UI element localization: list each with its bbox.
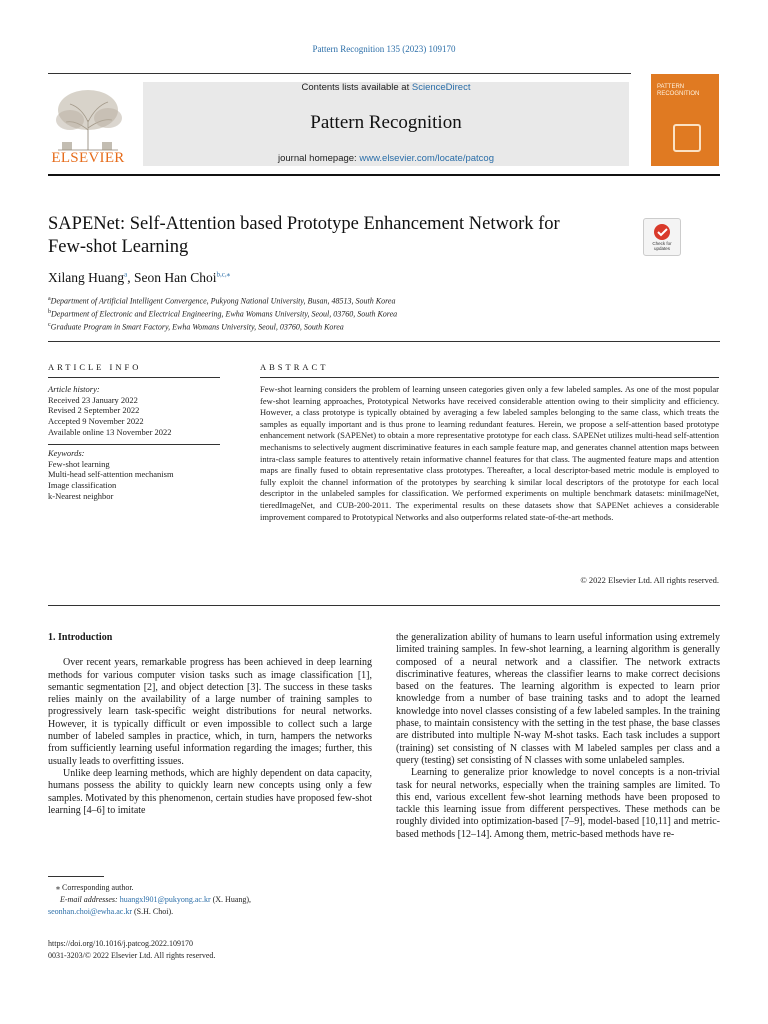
body-right-column	[396, 632, 720, 841]
check-for-updates-badge[interactable]	[643, 218, 681, 256]
header-bottom-rule	[48, 174, 720, 176]
email-link[interactable]: seonhan.choi@ewha.ac.kr	[48, 907, 132, 916]
check-updates-label: Check for updates	[652, 241, 672, 251]
contents-line	[143, 82, 629, 93]
keyword-item: k-Nearest neighbor	[48, 490, 114, 501]
author-affiliation-mark[interactable]: a	[124, 270, 128, 279]
title-line-2: Few-shot Learning	[48, 237, 189, 257]
article-info-heading: ARTICLE INFO	[48, 362, 142, 372]
email-owner: (X. Huang),	[210, 895, 252, 904]
article-info-rule	[48, 377, 220, 378]
affiliations	[48, 294, 397, 333]
paper-title	[48, 213, 618, 259]
keywords-label: Keywords:	[48, 448, 85, 458]
email-addresses	[60, 894, 360, 906]
homepage-line	[143, 153, 629, 164]
keywords	[48, 448, 220, 502]
paragraph: the generalization ability of humans to learn useful information using extremely limited training samples. In few-shot learning, a learning algorithm is generally composed of a neural network and a classifier. The network extracts discriminative features, whereas the classifier learns to make correct decisions based on the features. The learning algorithm is expected to learn prior knowledge from a number of base training tasks and to adopt the learned knowledge into novel classes consisting of a few labeled samples. In the training phase, to maintain consistency with the setting in the test phase, the base classes are distributed into multiple N-way M-shot tasks. Each task includes a support (training) set consisting of N classes with M labeled samples per class and a query (testing) set consisting of N classes with some unlabeled samples.	[396, 632, 720, 766]
homepage-prefix: journal homepage:	[278, 153, 360, 164]
history-label: Article history:	[48, 384, 100, 394]
header-top-rule	[48, 73, 631, 74]
abstract-text: Few-shot learning considers the problem of learning unseen categories given only a few labeled samples. As one of the most popular few-shot learning approaches, Prototypical Networks have received considerable attention owing to their simplicity and efficiency. However, a class prototype is typically obtained by averaging a few labeled samples belonging to the same class, which treats the samples as equally important and is thus prone to learning redundant features. Herein, we propose a self-attention based prototype enhancement network (SAPENet) to obtain a more representative prototype for each class. SAPENet utilizes multi-head self-attention mechanisms to selectively augment discriminative features in each sample feature map, and generates channel attention maps between intra-class sample features to attentively retain informative channel features for that class. The augmented feature maps and attention maps are finally fused to obtain representative class prototypes. Thereafter, a local descriptor-based metric module is employed to fully exploit the channel information of the prototypes by searching k similar local descriptors of the prototype for each local descriptor in the unlabeled samples for classification. We performed experiments on multiple benchmark datasets: miniImageNet, tieredImageNet, and CUB-200-2011. The experimental results on these datasets show that SAPENet achieves a considerable improvement compared to Prototypical Networks and also outperforms related state-of-the-art methods.	[260, 384, 719, 522]
cover-emblem	[673, 124, 701, 152]
abstract-heading: ABSTRACT	[260, 362, 329, 372]
journal-cover-image	[651, 74, 719, 166]
affiliation-item	[48, 307, 397, 320]
history-item: Accepted 9 November 2022	[48, 416, 144, 427]
section-rule	[48, 341, 720, 342]
affiliation-text: Department of Electronic and Electrical Engineering, Ewha Womans University, Seoul, 03760, South Korea	[51, 309, 398, 319]
author-name[interactable]: , Seon Han Choi	[127, 270, 217, 285]
article-history	[48, 384, 220, 438]
publisher-wordmark: ELSEVIER	[51, 150, 125, 166]
section-heading: 1. Introduction	[48, 632, 113, 643]
doi-link[interactable]: https://doi.org/10.1016/j.patcog.2022.109170	[48, 939, 193, 948]
affiliation-mark: a	[48, 296, 51, 302]
author-affiliation-mark[interactable]: b,c,⁎	[216, 270, 231, 279]
email-label: E-mail addresses:	[60, 895, 120, 904]
history-item: Received 23 January 2022	[48, 394, 138, 405]
affiliation-item	[48, 294, 397, 307]
sciencedirect-link[interactable]: ScienceDirect	[411, 82, 471, 93]
keyword-item: Multi-head self-attention mechanism	[48, 469, 174, 480]
title-line-1: SAPENet: Self-Attention based Prototype Enhancement Network for	[48, 214, 560, 234]
affiliation-mark: b	[48, 309, 51, 316]
email-link[interactable]: huangxl901@pukyong.ac.kr	[119, 895, 211, 904]
journal-title: Pattern Recognition	[310, 112, 462, 133]
paragraph: Learning to generalize prior knowledge to novel concepts is a non-trivial task for neural networks, especially when the training samples are limited. To this end, various excellent few-shot learning methods have been proposed to tackle this learning issue from different perspectives. These methods can be roughly divided into optimization-based [7–9], model-based [10,11] and metric-based methods [12–14]. Among them, metric-based methods have re-	[396, 767, 720, 840]
body-left-column	[48, 632, 372, 817]
affiliation-text: Graduate Program in Smart Factory, Ewha Womans University, Seoul, 03760, South Korea	[50, 322, 344, 332]
keywords-rule	[48, 444, 220, 445]
homepage-link[interactable]: www.elsevier.com/locate/patcog	[359, 153, 494, 164]
history-item: Revised 2 September 2022	[48, 405, 140, 416]
keyword-item: Few-shot learning	[48, 458, 110, 469]
author-list	[48, 270, 230, 286]
check-updates-icon	[644, 221, 680, 243]
abstract-rule	[260, 377, 719, 378]
corresponding-author-note: ⁎ Corresponding author.	[56, 883, 134, 892]
journal-citation-link[interactable]: Pattern Recognition 135 (2023) 109170	[312, 44, 456, 54]
paragraph: Over recent years, remarkable progress has been achieved in deep learning methods for various computer vision tasks such as image classification [1], semantic segmentation [2], and object detection [3]. The success in these tasks relies mainly on the availability of a large number of training samples to progressively learn task-specific weight distributions for neural networks. However, it is typically difficult or even impossible to collect such a large number of labeled samples in practice, which, in turn, hampers the networks from sufficiently learning useful information regarding the images; further, this usually leads to overfitting issues.	[48, 657, 372, 767]
contents-prefix: Contents lists available at	[301, 82, 412, 93]
affiliation-text: Department of Artificial Intelligent Convergence, Pukyong National University, Busan, 48513, South Korea	[50, 296, 396, 306]
author-name[interactable]: Xilang Huang	[48, 270, 125, 285]
email-owner: (S.H. Choi).	[132, 907, 174, 916]
footnote-rule	[48, 876, 104, 877]
affiliation-item	[48, 320, 397, 333]
abstract-copyright: © 2022 Elsevier Ltd. All rights reserved.	[580, 575, 719, 585]
keyword-item: Image classification	[48, 480, 117, 491]
email-addresses-cont	[48, 906, 173, 918]
issn-copyright: 0031-3203/© 2022 Elsevier Ltd. All rights reserved.	[48, 951, 216, 960]
affiliation-mark: c	[48, 322, 51, 329]
cover-title: PATTERN RECOGNITION	[657, 84, 700, 97]
history-item: Available online 13 November 2022	[48, 426, 172, 437]
paragraph: Unlike deep learning methods, which are highly dependent on data capacity, humans possess the ability to quickly learn new concepts using only a few samples. Motivated by this phenomenon, certain studies have proposed few-shot learning [4–6] to imitate	[48, 767, 372, 816]
section-rule	[48, 605, 720, 606]
